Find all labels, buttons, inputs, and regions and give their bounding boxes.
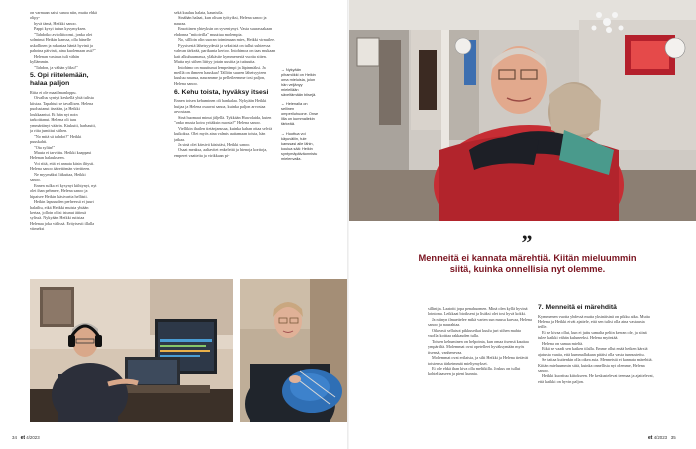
paragraph: Osaat meaksa, aaltavitet enkeleitä ja hienoja korttoja, emperet vaatteita ja virikkaan pi- — [174, 147, 268, 158]
issue-label: 4/2023 — [653, 435, 668, 440]
paragraph: Oikeasti sellaisot pikkuseikat kuulu juri siihen mahta vuolla koittaa rakkauden tulla. — [428, 327, 521, 339]
folio-left — [12, 435, 40, 441]
photo-couple-hugging — [349, 0, 696, 221]
photo-couple-hugging-image — [349, 0, 696, 221]
paragraph: Pappi kysyi tutun kysymyksen. — [34, 26, 87, 32]
photo-woman-knitting-image — [240, 279, 347, 422]
paragraph: No, sillloin olin suoran toimimaan mies, Heikki virnuilee. — [178, 37, 275, 43]
caption-text: Huottua voi käyuväliin, tule kanssasi aile lähin, koulua sää: Heikin syntymäpäiväonnistu mielenvalla. — [281, 130, 318, 161]
paragraph: Oivallus syntyi keskellä yhtä tulista kiistaa. Tapahtui se tavallisen. Helena puolustanut itseään, ja Heikki loukkaantui. Et hän nyt noin tarkoittanut. Helena oli taas ymmärtänyt väärin. Kiukutti, harhautti, ja riita jumittui siihen. — [30, 95, 96, 134]
paragraph: on varmaan saisi sanoa niin, mutta ehkä olipy- — [30, 10, 97, 21]
section-heading-6: 6. Kehu toista, hyväksy itsesi — [174, 88, 269, 96]
paragraph: Ei ole ehkä ihan kiva olla meltikilla. Joskus on tullut kohteliaaseen ja pieni kunnia. — [428, 365, 521, 377]
folio-right — [648, 435, 676, 441]
photo-captions — [281, 68, 319, 188]
arrow-right-icon: → — [281, 68, 285, 72]
paragraph: Ensottinen yhteyksin on syventynyt. Vasta suurassakaan ehdonna "mitoivilla" muuttua molempia. — [174, 26, 273, 37]
paragraph: "Tahdon, ja vähän yliksi!" — [34, 64, 78, 70]
paragraph: Ennen toisen kehuminen oli hankalaa. Nykyään Heikki huijaa ja Helena osaavat sanoa, kuinka paljon arvostaa arvostaan. — [174, 98, 267, 115]
caption-text: Nykyään pihamökki on Heikin oma mieluisia, jolon hän veljänyy mielellään säveltämään biisejä. — [281, 68, 317, 97]
paragraph: Voi riitä, että ei annata käsin ilitysti. Helena sanoo äärettömän vieritteen. — [30, 160, 95, 172]
paragraph: Intohimo on muuttunut lempeämpi ja läpinmäksi. Ja meillä on ihmeen hauskaa! Tällöin suuren läheisyyteen kuuluu naurua, nauramme ja pelleileemme tosi paljon, Helena sanoo. — [174, 64, 267, 86]
paragraph: Etkä se vaadi sen kaiken tilalla. Emme ollut enää hetken kärsiä ajatusta vaatia, että kummallakaan pitäisi olla vasta tunnustettu. — [538, 346, 648, 357]
paragraph: Sinähän halaat, kun olisan työtyiksi, Helena sanoo ja nauraa. — [174, 15, 267, 26]
photo-man-at-computer-image — [30, 279, 233, 422]
paragraph: Helena on samaa mieltä. — [542, 340, 584, 346]
paragraph: Fyysisestä läheisyydestä ja sekstistä on tullut suhteessa vahvan tärkeää, parikunta kertoo. Intohimoa on taas mukaan kait alkuhuumassa, yläkäsite kymmenestä vuotta sitten. Mutta nyt siihen liittyy jotain uusitta ja tuttuutta. — [174, 42, 276, 65]
arrow-left-icon: ← — [281, 101, 285, 107]
paragraph: Ennen sulka ei kysynyt kiihtynyt, nyt olet ihan pehmee, Helena sanoo ja hipaisee Heikin käsivartta hellästi. — [30, 182, 97, 199]
caption-2 — [281, 102, 319, 127]
page-number: 34 — [12, 435, 17, 440]
paragraph: "Ota syliin!" — [34, 144, 56, 150]
paragraph: Ei se kivaa ollut, kun ei juttu samalta peliin kerran ole, ja siinä tulee kaikki vähän kuluneeksi. Helena myöntää. — [538, 329, 647, 341]
paragraph: "Tahdotko avioliitoonsi, jonka olet solminut Heikin kanssa, olla hänelle uskollinen ja rakastaa häntä hyvinä ja pahoina päivinä, aina kuolemaan asti?" — [30, 31, 96, 54]
caption-3 — [281, 132, 319, 161]
quote-mark-icon: ” — [521, 230, 533, 255]
section-heading-5: 5. Opi riitelemään, halaa paljon — [30, 72, 89, 88]
paragraph: "No mitä sä tahdot?" Heikki puuskahti. — [30, 133, 82, 145]
body-column-1 — [30, 10, 97, 265]
section-heading-7: 7. Menneitä ei märehditä — [538, 304, 617, 311]
paragraph: Ja niinyn ilmaettelee mikä varten sun massa karvaa, Helena sanoo ja naurahtaa. — [428, 316, 532, 328]
body-column-2 — [174, 10, 276, 265]
paragraph: Muuta ei tarvittu. Heikki kaappasi Helenan halaukseen. — [30, 149, 92, 161]
magazine-logo: et — [648, 435, 653, 441]
paragraph: Molemmat ovat erilaisia, ja silti Heikki ja Helena tietävät toistensa tärkeimmät mieltymykset. — [428, 355, 529, 366]
body-column-3 — [428, 306, 532, 424]
pull-quote: Menneitä ei kannata märehtiä. Kiitän mieluummin siitä, kuinka onnellisia nyt olemme. — [418, 253, 637, 275]
paragraph: Helenan vastaus tuli vähän kyllämmin. — [30, 53, 80, 65]
body-column-4 — [538, 304, 654, 426]
photo-man-at-computer — [30, 279, 233, 422]
paragraph: hyvä tämä, Heikki sanoo. — [34, 20, 77, 26]
paragraph: Ja sinä olet kärsivä käsistäsi, Heikki sanoo. — [178, 141, 251, 147]
paragraph: Viellikin ihailen tietänjanssaa, kuinka kahan ottaa selviä kuikoksa. Olet myös aina valmis auttamaan toista, hän jatkaa. — [174, 125, 273, 142]
paragraph: Heikki kuorituu kiitokseen. He keskustelevat teemaa ja ajattelevat, että kaikki on hyvin paljon. — [538, 373, 654, 384]
caption-text: Helenalla on sellinen omperiluhuone. Onse lilla on kummallekin tärkeää. — [281, 101, 319, 127]
arrow-right-icon: → — [281, 130, 285, 136]
paragraph: Ne myymäksi liikuttaa, Heikki sanoo. — [30, 171, 86, 183]
paragraph: Kymmenen vuotta yhdessä mutta yksinäisinä on pikku aika. Mutta Helena ja Heikki eivät ajattele, että sen tulisi olla aina vastausta teille. — [538, 313, 650, 330]
paragraph: Heikin lapsuuden perheessä ei juurt halailtu, eikä Heikki muista yhtään kertaa, jolloin olisi istunut äitinsä sylissä. Nykyään Heikki rutistaa Helenaa joka välissä. Erityisesti illalla viimeksi — [30, 199, 95, 232]
magazine-logo: et — [20, 435, 26, 441]
caption-1 — [281, 68, 319, 97]
paragraph: sillintja. Laatoitt jopa penahuomen. Minä olen kyllä hyvinä lointona. Leikkaat bioikseni ja lisäksi olet tosi hyvä kokki. — [428, 306, 528, 317]
paragraph: Se taitaa kuitenkin olla oikea asia. Menneistä ei kannata märehtiä. Kiitän mieluummin siitä, kuinka onnellisia nyt olemme, Helena sanoo. — [538, 357, 653, 374]
paragraph: sekä kuuluu halata, kaunistla. — [174, 10, 224, 15]
issue-label: 4/2023 — [26, 435, 40, 440]
paragraph: Riita ei ole maailmanloppu. — [30, 89, 77, 95]
paragraph: Sinä huomaat minut jäljellä. Tykkään Huwolaida, kuten "onko musta koira yritäksin nuosta?" Helena sanoo. — [174, 114, 272, 126]
paragraph: Toisen kehuminen on helpointa, kun omaa itsensä kauttaa ympäriltä. Molemmat ovat opetelleet hyväksymään myös itsensä, vanhenevaa. — [428, 338, 529, 355]
page-number: 35 — [670, 435, 676, 440]
photo-woman-knitting — [240, 279, 347, 422]
